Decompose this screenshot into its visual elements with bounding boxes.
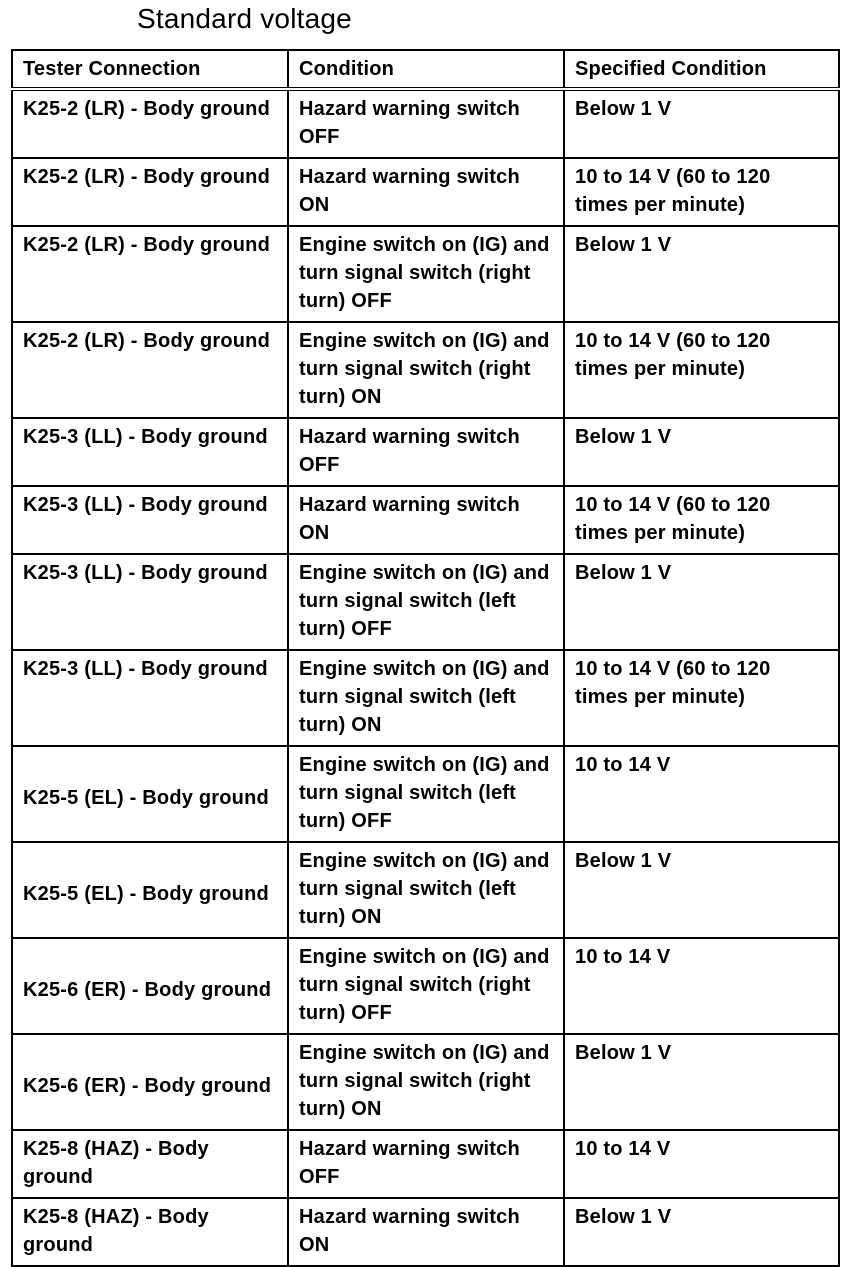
table-row <box>12 226 839 322</box>
cell-tester-connection: K25-8 (HAZ) - Body ground <box>12 1130 288 1198</box>
cell-specified-condition: 10 to 14 V <box>564 1130 839 1198</box>
cell-tester-connection: K25-5 (EL) - Body ground <box>12 746 288 842</box>
table-row <box>12 418 839 486</box>
table-row <box>12 89 839 158</box>
cell-tester-connection: K25-2 (LR) - Body ground <box>12 226 288 322</box>
header-tester-connection: Tester Connection <box>12 50 288 89</box>
cell-specified-condition: Below 1 V <box>564 1198 839 1266</box>
table-row <box>12 1034 839 1130</box>
header-specified-condition: Specified Condition <box>564 50 839 89</box>
page-title: Standard voltage <box>137 3 352 34</box>
cell-condition: Engine switch on (IG) and turn signal switch (left turn) ON <box>288 650 564 746</box>
cell-tester-connection: K25-2 (LR) - Body ground <box>12 322 288 418</box>
table-header-row <box>12 50 839 89</box>
cell-specified-condition: 10 to 14 V (60 to 120 times per minute) <box>564 322 839 418</box>
cell-specified-condition: Below 1 V <box>564 842 839 938</box>
cell-specified-condition: 10 to 14 V (60 to 120 times per minute) <box>564 486 839 554</box>
table-row <box>12 842 839 938</box>
standard-voltage-table <box>11 49 840 1267</box>
cell-tester-connection: K25-3 (LL) - Body ground <box>12 486 288 554</box>
cell-specified-condition: Below 1 V <box>564 418 839 486</box>
table-row <box>12 650 839 746</box>
table-row <box>12 1198 839 1266</box>
table-row <box>12 322 839 418</box>
table-row <box>12 746 839 842</box>
cell-tester-connection: K25-2 (LR) - Body ground <box>12 158 288 226</box>
cell-condition: Engine switch on (IG) and turn signal switch (right turn) OFF <box>288 226 564 322</box>
cell-tester-connection: K25-5 (EL) - Body ground <box>12 842 288 938</box>
table-row <box>12 1130 839 1198</box>
cell-condition: Engine switch on (IG) and turn signal switch (left turn) ON <box>288 842 564 938</box>
table-row <box>12 158 839 226</box>
cell-tester-connection: K25-3 (LL) - Body ground <box>12 418 288 486</box>
cell-specified-condition: Below 1 V <box>564 226 839 322</box>
cell-specified-condition: 10 to 14 V <box>564 746 839 842</box>
cell-tester-connection: K25-3 (LL) - Body ground <box>12 650 288 746</box>
cell-condition: Engine switch on (IG) and turn signal switch (right turn) ON <box>288 1034 564 1130</box>
cell-specified-condition: Below 1 V <box>564 554 839 650</box>
table-row <box>12 486 839 554</box>
cell-tester-connection: K25-6 (ER) - Body ground <box>12 1034 288 1130</box>
cell-condition: Hazard warning switch ON <box>288 486 564 554</box>
cell-condition: Engine switch on (IG) and turn signal switch (right turn) OFF <box>288 938 564 1034</box>
cell-tester-connection: K25-3 (LL) - Body ground <box>12 554 288 650</box>
cell-condition: Hazard warning switch ON <box>288 1198 564 1266</box>
cell-specified-condition: 10 to 14 V <box>564 938 839 1034</box>
cell-condition: Engine switch on (IG) and turn signal switch (left turn) OFF <box>288 554 564 650</box>
cell-tester-connection: K25-2 (LR) - Body ground <box>12 89 288 158</box>
cell-condition: Hazard warning switch OFF <box>288 418 564 486</box>
cell-condition: Engine switch on (IG) and turn signal switch (left turn) OFF <box>288 746 564 842</box>
cell-condition: Hazard warning switch OFF <box>288 1130 564 1198</box>
cell-tester-connection: K25-6 (ER) - Body ground <box>12 938 288 1034</box>
table-row <box>12 938 839 1034</box>
cell-condition: Hazard warning switch ON <box>288 158 564 226</box>
cell-condition: Engine switch on (IG) and turn signal switch (right turn) ON <box>288 322 564 418</box>
cell-specified-condition: 10 to 14 V (60 to 120 times per minute) <box>564 650 839 746</box>
cell-specified-condition: Below 1 V <box>564 1034 839 1130</box>
cell-condition: Hazard warning switch OFF <box>288 89 564 158</box>
cell-specified-condition: 10 to 14 V (60 to 120 times per minute) <box>564 158 839 226</box>
cell-tester-connection: K25-8 (HAZ) - Body ground <box>12 1198 288 1266</box>
cell-specified-condition: Below 1 V <box>564 89 839 158</box>
header-condition: Condition <box>288 50 564 89</box>
table-row <box>12 554 839 650</box>
